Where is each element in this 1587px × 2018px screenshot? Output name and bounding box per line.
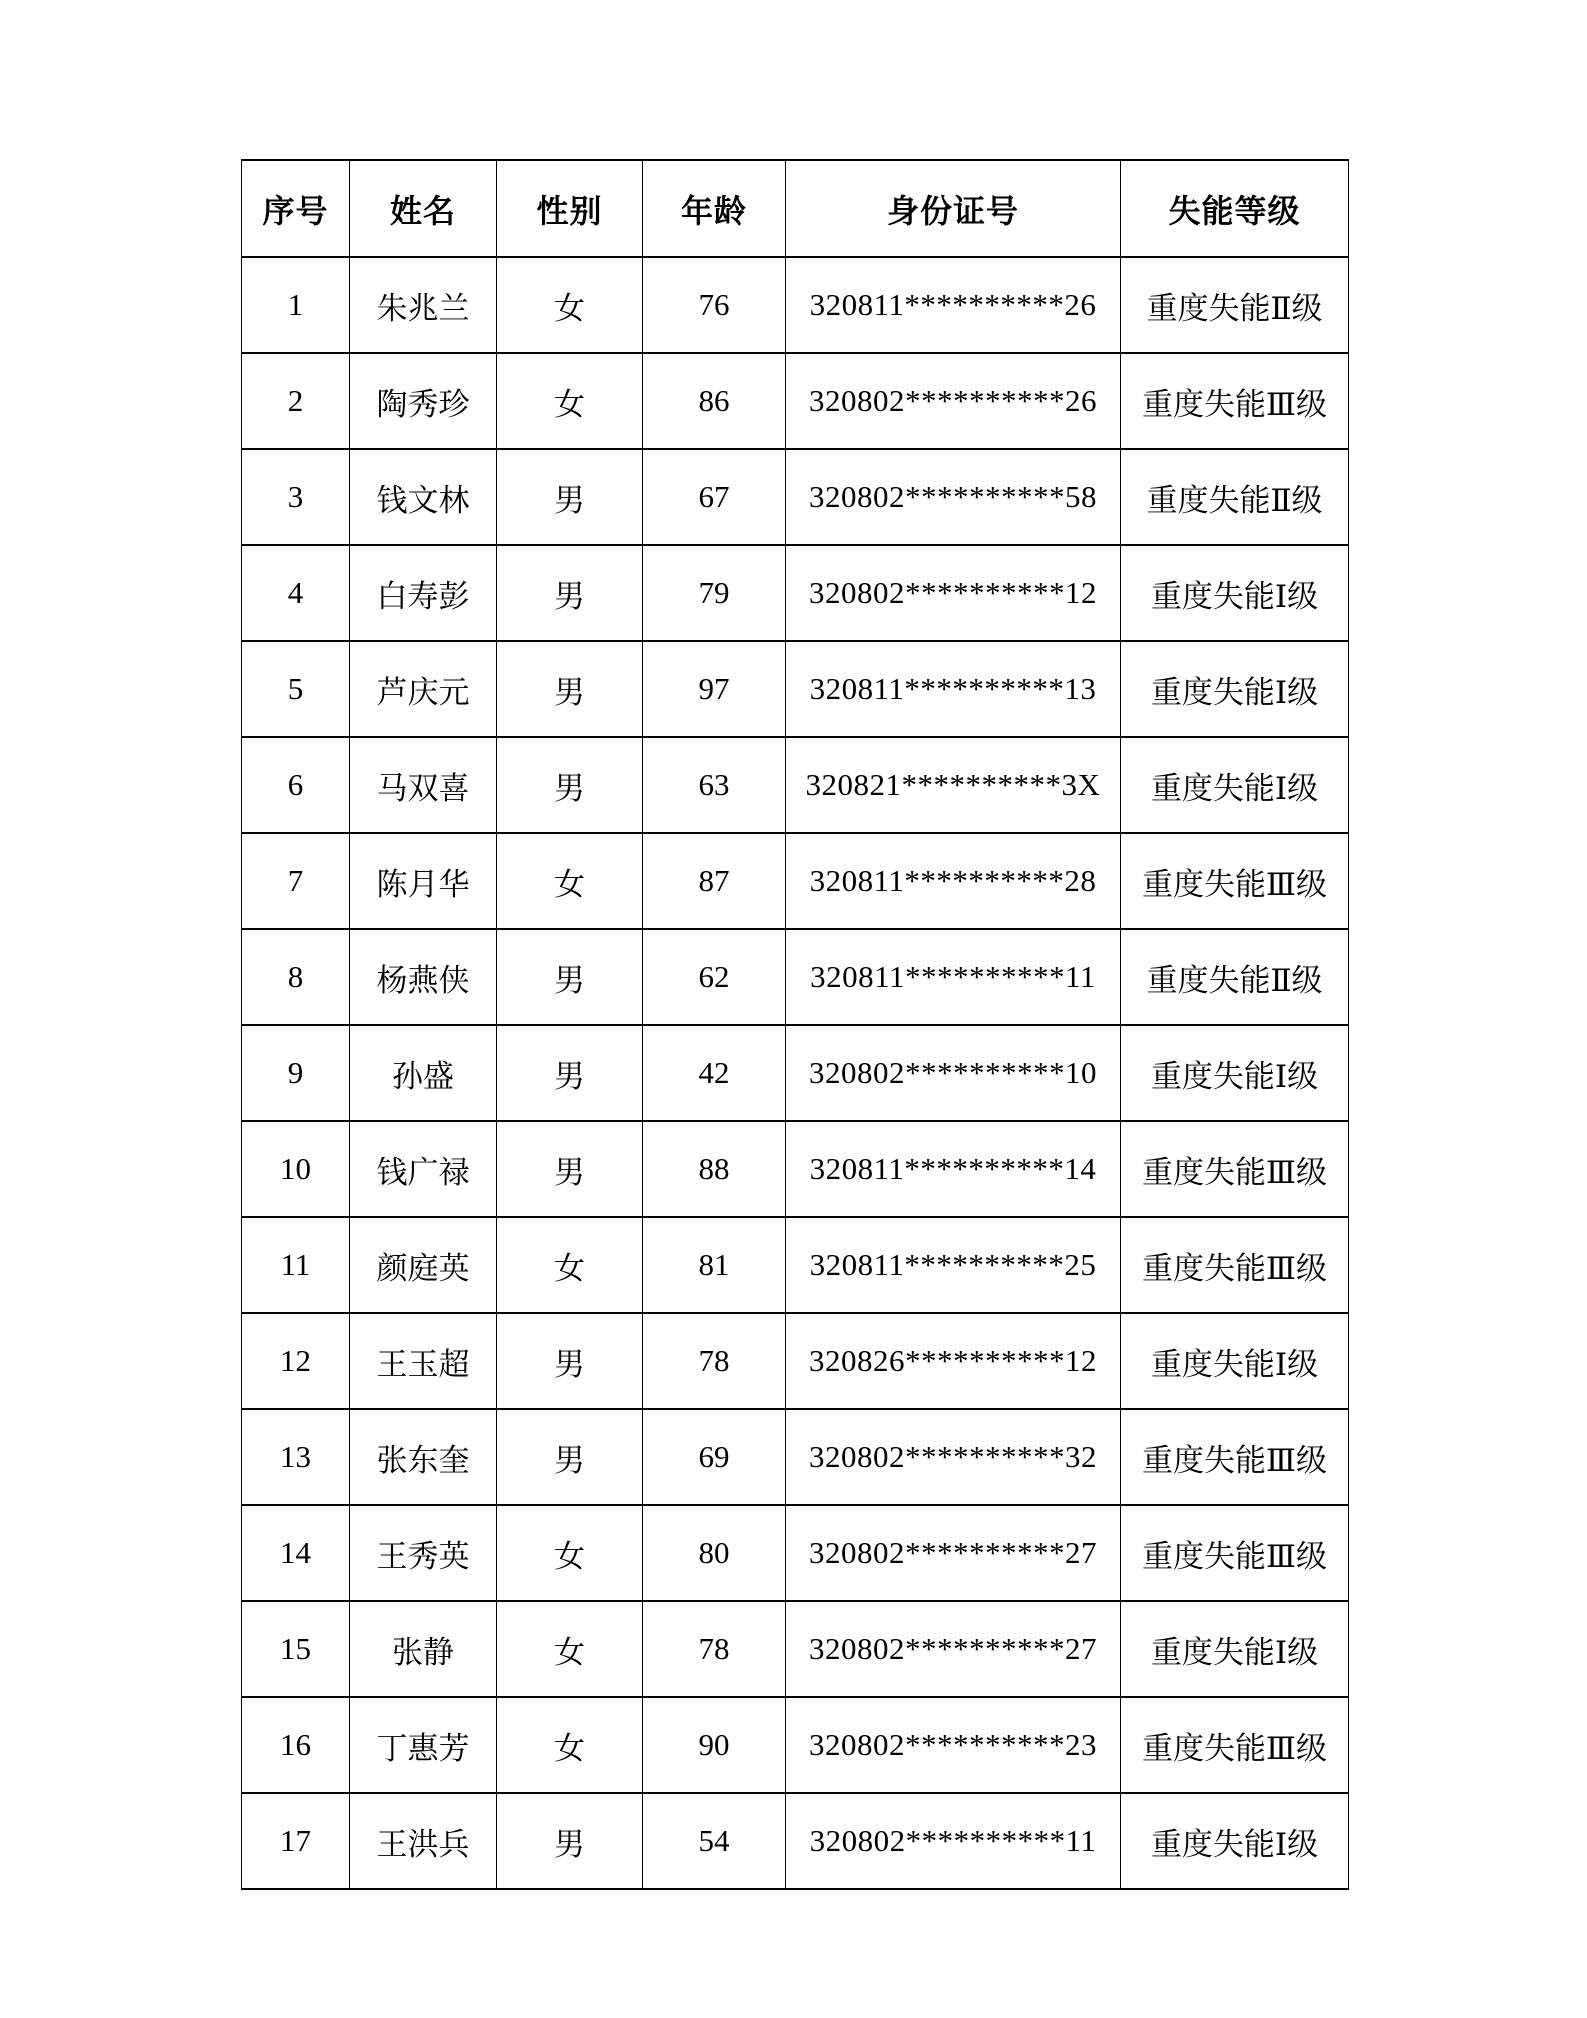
cell-level: 重度失能Ⅲ级 bbox=[1121, 1697, 1349, 1793]
cell-id: 320802**********26 bbox=[786, 353, 1121, 449]
table-header-row bbox=[242, 160, 1349, 257]
table-row bbox=[242, 1409, 1349, 1505]
cell-age: 80 bbox=[643, 1505, 786, 1601]
cell-name: 芦庆元 bbox=[350, 641, 497, 737]
cell-level: 重度失能Ⅱ级 bbox=[1121, 449, 1349, 545]
cell-id: 320811**********11 bbox=[786, 929, 1121, 1025]
table-row bbox=[242, 1025, 1349, 1121]
cell-age: 97 bbox=[643, 641, 786, 737]
cell-no: 13 bbox=[242, 1409, 350, 1505]
cell-id: 320811**********14 bbox=[786, 1121, 1121, 1217]
cell-gender: 女 bbox=[497, 257, 643, 353]
cell-name: 朱兆兰 bbox=[350, 257, 497, 353]
header-cell-age: 年龄 bbox=[643, 160, 786, 257]
cell-level: 重度失能Ⅲ级 bbox=[1121, 353, 1349, 449]
cell-no: 14 bbox=[242, 1505, 350, 1601]
cell-name: 陈月华 bbox=[350, 833, 497, 929]
cell-name: 钱广禄 bbox=[350, 1121, 497, 1217]
cell-gender: 男 bbox=[497, 1025, 643, 1121]
cell-name: 杨燕侠 bbox=[350, 929, 497, 1025]
cell-gender: 男 bbox=[497, 641, 643, 737]
cell-age: 79 bbox=[643, 545, 786, 641]
cell-id: 320802**********58 bbox=[786, 449, 1121, 545]
cell-name: 孙盛 bbox=[350, 1025, 497, 1121]
cell-name: 王秀英 bbox=[350, 1505, 497, 1601]
cell-name: 张东奎 bbox=[350, 1409, 497, 1505]
cell-no: 3 bbox=[242, 449, 350, 545]
cell-age: 62 bbox=[643, 929, 786, 1025]
cell-level: 重度失能Ⅰ级 bbox=[1121, 1025, 1349, 1121]
table-row bbox=[242, 833, 1349, 929]
table-row bbox=[242, 1601, 1349, 1697]
cell-gender: 男 bbox=[497, 545, 643, 641]
cell-gender: 女 bbox=[497, 1217, 643, 1313]
cell-id: 320811**********28 bbox=[786, 833, 1121, 929]
cell-id: 320811**********13 bbox=[786, 641, 1121, 737]
header-cell-gender: 性别 bbox=[497, 160, 643, 257]
cell-name: 王洪兵 bbox=[350, 1793, 497, 1889]
cell-no: 17 bbox=[242, 1793, 350, 1889]
cell-gender: 男 bbox=[497, 449, 643, 545]
table-row bbox=[242, 1697, 1349, 1793]
cell-level: 重度失能Ⅰ级 bbox=[1121, 737, 1349, 833]
cell-gender: 女 bbox=[497, 1601, 643, 1697]
cell-id: 320821**********3X bbox=[786, 737, 1121, 833]
cell-level: 重度失能Ⅰ级 bbox=[1121, 545, 1349, 641]
header-cell-id: 身份证号 bbox=[786, 160, 1121, 257]
cell-age: 63 bbox=[643, 737, 786, 833]
cell-id: 320802**********10 bbox=[786, 1025, 1121, 1121]
cell-gender: 女 bbox=[497, 1697, 643, 1793]
cell-name: 丁惠芳 bbox=[350, 1697, 497, 1793]
cell-name: 王玉超 bbox=[350, 1313, 497, 1409]
cell-no: 16 bbox=[242, 1697, 350, 1793]
cell-name: 钱文林 bbox=[350, 449, 497, 545]
cell-age: 87 bbox=[643, 833, 786, 929]
cell-name: 白寿彭 bbox=[350, 545, 497, 641]
cell-age: 78 bbox=[643, 1313, 786, 1409]
cell-no: 15 bbox=[242, 1601, 350, 1697]
header-cell-level: 失能等级 bbox=[1121, 160, 1349, 257]
cell-no: 6 bbox=[242, 737, 350, 833]
cell-no: 4 bbox=[242, 545, 350, 641]
cell-gender: 男 bbox=[497, 1121, 643, 1217]
cell-age: 69 bbox=[643, 1409, 786, 1505]
cell-name: 陶秀珍 bbox=[350, 353, 497, 449]
cell-no: 12 bbox=[242, 1313, 350, 1409]
cell-level: 重度失能Ⅲ级 bbox=[1121, 1505, 1349, 1601]
cell-no: 11 bbox=[242, 1217, 350, 1313]
cell-level: 重度失能Ⅲ级 bbox=[1121, 1121, 1349, 1217]
cell-level: 重度失能Ⅱ级 bbox=[1121, 929, 1349, 1025]
table-row bbox=[242, 641, 1349, 737]
table-row bbox=[242, 1505, 1349, 1601]
cell-gender: 男 bbox=[497, 1313, 643, 1409]
cell-id: 320826**********12 bbox=[786, 1313, 1121, 1409]
cell-level: 重度失能Ⅰ级 bbox=[1121, 1601, 1349, 1697]
cell-gender: 女 bbox=[497, 353, 643, 449]
cell-level: 重度失能Ⅲ级 bbox=[1121, 1409, 1349, 1505]
header-cell-name: 姓名 bbox=[350, 160, 497, 257]
table-row bbox=[242, 545, 1349, 641]
cell-id: 320811**********25 bbox=[786, 1217, 1121, 1313]
cell-level: 重度失能Ⅱ级 bbox=[1121, 257, 1349, 353]
cell-id: 320802**********32 bbox=[786, 1409, 1121, 1505]
cell-age: 54 bbox=[643, 1793, 786, 1889]
cell-no: 9 bbox=[242, 1025, 350, 1121]
cell-gender: 男 bbox=[497, 1409, 643, 1505]
cell-id: 320802**********12 bbox=[786, 545, 1121, 641]
cell-gender: 男 bbox=[497, 737, 643, 833]
cell-id: 320802**********23 bbox=[786, 1697, 1121, 1793]
cell-no: 5 bbox=[242, 641, 350, 737]
cell-level: 重度失能Ⅰ级 bbox=[1121, 641, 1349, 737]
table-row bbox=[242, 449, 1349, 545]
table-row bbox=[242, 737, 1349, 833]
cell-age: 78 bbox=[643, 1601, 786, 1697]
cell-age: 86 bbox=[643, 353, 786, 449]
table-row bbox=[242, 929, 1349, 1025]
table-row bbox=[242, 1793, 1349, 1889]
cell-id: 320802**********27 bbox=[786, 1505, 1121, 1601]
cell-gender: 女 bbox=[497, 833, 643, 929]
cell-id: 320802**********27 bbox=[786, 1601, 1121, 1697]
cell-level: 重度失能Ⅰ级 bbox=[1121, 1793, 1349, 1889]
cell-id: 320802**********11 bbox=[786, 1793, 1121, 1889]
cell-level: 重度失能Ⅰ级 bbox=[1121, 1313, 1349, 1409]
cell-age: 42 bbox=[643, 1025, 786, 1121]
cell-level: 重度失能Ⅲ级 bbox=[1121, 833, 1349, 929]
cell-gender: 男 bbox=[497, 1793, 643, 1889]
table-body bbox=[242, 257, 1349, 1889]
cell-age: 67 bbox=[643, 449, 786, 545]
disability-roster-table bbox=[241, 159, 1349, 1890]
cell-name: 马双喜 bbox=[350, 737, 497, 833]
header-cell-no: 序号 bbox=[242, 160, 350, 257]
cell-age: 81 bbox=[643, 1217, 786, 1313]
cell-level: 重度失能Ⅲ级 bbox=[1121, 1217, 1349, 1313]
cell-gender: 女 bbox=[497, 1505, 643, 1601]
cell-age: 90 bbox=[643, 1697, 786, 1793]
cell-no: 10 bbox=[242, 1121, 350, 1217]
cell-name: 张静 bbox=[350, 1601, 497, 1697]
table-row bbox=[242, 1121, 1349, 1217]
table-row bbox=[242, 1217, 1349, 1313]
cell-no: 8 bbox=[242, 929, 350, 1025]
table-row bbox=[242, 257, 1349, 353]
cell-no: 1 bbox=[242, 257, 350, 353]
cell-id: 320811**********26 bbox=[786, 257, 1121, 353]
table-row bbox=[242, 1313, 1349, 1409]
cell-gender: 男 bbox=[497, 929, 643, 1025]
cell-no: 2 bbox=[242, 353, 350, 449]
cell-name: 颜庭英 bbox=[350, 1217, 497, 1313]
cell-age: 88 bbox=[643, 1121, 786, 1217]
cell-age: 76 bbox=[643, 257, 786, 353]
table-row bbox=[242, 353, 1349, 449]
cell-no: 7 bbox=[242, 833, 350, 929]
